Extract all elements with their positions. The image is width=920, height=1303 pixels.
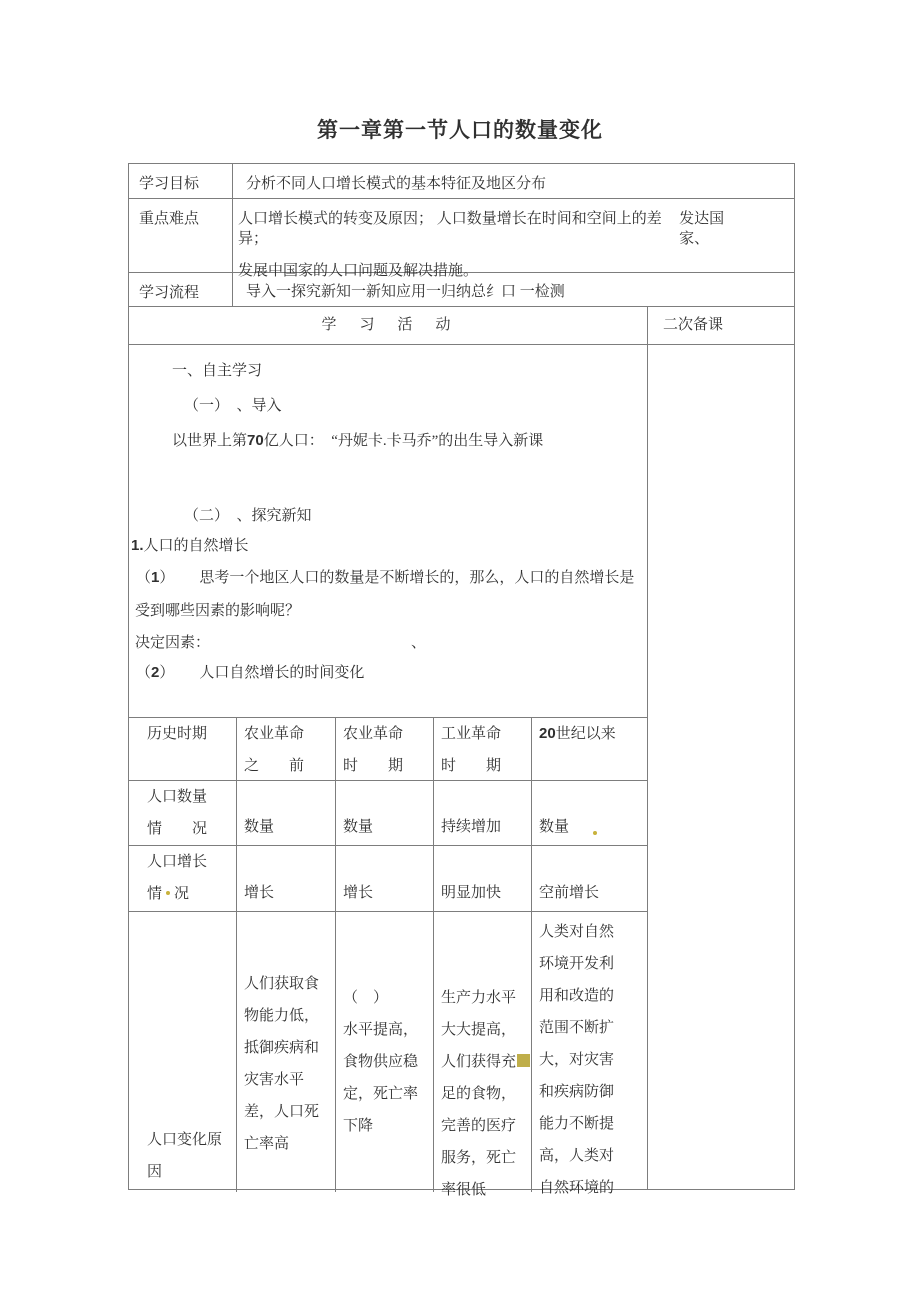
- row-main: [129, 345, 794, 1198]
- reason-pre-agricultural: [237, 912, 336, 1192]
- stray-mark-dot: [166, 891, 170, 895]
- deciding-factors-separator: 、: [411, 635, 427, 651]
- reason-industrial-post: [441, 1078, 531, 1206]
- key-points-line1-right: 发达国家、: [679, 211, 725, 247]
- growth-value: 增长: [237, 846, 336, 911]
- row-section-headers: [129, 307, 794, 345]
- quantity-value: 数量: [336, 781, 434, 845]
- text-line: 差，人口死: [244, 1104, 320, 1120]
- text-line: 范围不断扩: [539, 1020, 615, 1036]
- activity-cell: [129, 345, 648, 1198]
- growth-value: 空前增长: [539, 885, 600, 901]
- population-quantity-row: [129, 781, 647, 846]
- quantity-value: 数量: [532, 781, 647, 845]
- text-line: 灾害水平: [244, 1072, 305, 1088]
- key-points-line1: [238, 209, 752, 249]
- row-learning-objective: [129, 164, 794, 199]
- text-line: 亡率高: [244, 1136, 290, 1152]
- text-line: 大大提高，: [441, 1022, 517, 1038]
- question-2-line: （2） 人口自然增长的时间变化: [136, 664, 365, 681]
- period-header-row: [129, 718, 647, 781]
- text-line: 自然环境的: [539, 1180, 615, 1196]
- growth-value: 明显加快: [434, 846, 532, 911]
- change-reason-row: [129, 912, 647, 1198]
- key-points-content: [233, 199, 794, 279]
- period-table: [129, 717, 647, 1198]
- text-line: 高，人类对: [539, 1148, 615, 1164]
- highlight-square: [517, 1054, 530, 1067]
- period-col-industrial: 工业革命 时 期: [434, 718, 532, 780]
- reason-20th-century: [532, 912, 647, 1196]
- text-line: 用和改造的: [539, 988, 615, 1004]
- text-line: 足的食物，: [441, 1086, 517, 1102]
- reason-agricultural: [336, 912, 434, 1192]
- text-line: 完善的医疗: [441, 1118, 517, 1134]
- secondary-prep-header: 二次备课: [663, 317, 724, 333]
- intro-line: 以世界上第70亿人口： “丹妮卡.卡马乔”的出生导入新课: [172, 432, 544, 449]
- text-line: 率很低: [441, 1182, 487, 1198]
- growth-row-label: 人口增长 情 况: [129, 846, 237, 911]
- key-points-label: 重点难点: [129, 199, 233, 272]
- stray-mark-dot: [593, 831, 597, 835]
- key-points-line2: 发展中国家的人口问题及解决措施。: [238, 263, 479, 279]
- text-line: 和疾病防御: [539, 1084, 615, 1100]
- text-line: 人类对自然: [539, 924, 615, 940]
- point-1-heading: 1.人口的自然增长: [131, 537, 249, 554]
- text-line: 大，对灾害: [539, 1052, 615, 1068]
- text-line: 水平提高，: [343, 1022, 419, 1038]
- row-key-points: [129, 199, 794, 279]
- reason-industrial-pre: [441, 982, 531, 1046]
- question-1-continuation: 受到哪些因素的影响呢？: [135, 603, 301, 619]
- reason-row-label: 人口变化原 因: [129, 912, 237, 1192]
- subsection-1-heading: （一） 、导入: [184, 398, 282, 414]
- growth-value: 增长: [336, 846, 434, 911]
- text-line: 下降: [343, 1118, 374, 1134]
- objective-content: 分析不同人口增长模式的基本特征及地区分布: [246, 176, 547, 192]
- period-col-pre-agricultural: 农业革命 之 前: [237, 718, 336, 780]
- text-line: （ ）: [343, 990, 389, 1006]
- key-points-line1-text: 人口增长模式的转变及原因； 人口数量增长在时间和空间上的差异；: [238, 211, 662, 247]
- row-learning-process: [129, 273, 794, 307]
- process-content: 导入一探究新知一新知应用一归纳总纟口 一检测: [246, 284, 565, 300]
- text-line: 生产力水平: [441, 990, 517, 1006]
- population-growth-row: [129, 846, 647, 912]
- period-col-20th-century: 20世纪以来: [539, 725, 616, 742]
- text-line: 能力不断提: [539, 1116, 615, 1132]
- text-line: 定，死亡率: [343, 1086, 419, 1102]
- section-1-heading: 一、自主学习: [172, 363, 263, 379]
- text-line: 抵御疾病和: [244, 1040, 320, 1056]
- text-line: 物能力低，: [244, 1008, 320, 1024]
- highlighted-line: 人们获得充: [441, 1046, 531, 1078]
- text-line: 环境开发利: [539, 956, 615, 972]
- process-label: 学习流程: [129, 273, 233, 306]
- text-line: 人们获取食: [244, 976, 320, 992]
- quantity-value: 数量: [237, 781, 336, 845]
- activity-header: 学 习 活 动: [129, 307, 648, 344]
- subsection-2-heading: （二） 、探究新知: [184, 508, 312, 524]
- objective-label: 学习目标: [129, 164, 233, 198]
- quantity-row-label: 人口数量 情 况: [129, 781, 237, 845]
- reason-industrial: [434, 912, 532, 1198]
- page-title: 第一章第一节人口的数量变化: [317, 118, 603, 142]
- text-line: 食物供应稳: [343, 1054, 419, 1070]
- deciding-factors-label: 决定因素：: [135, 635, 211, 651]
- text-line: 服务，死亡: [441, 1150, 517, 1166]
- period-header-label: 历史时期: [129, 718, 237, 780]
- period-col-agricultural: 农业革命 时 期: [336, 718, 434, 780]
- secondary-prep-cell: [648, 345, 794, 1189]
- lesson-plan-table: [128, 163, 795, 1198]
- question-1-line: （1） 思考一个地区人口的数量是不断增长的，那么，人口的自然增长是: [136, 569, 635, 586]
- quantity-value: 持续增加: [434, 781, 532, 845]
